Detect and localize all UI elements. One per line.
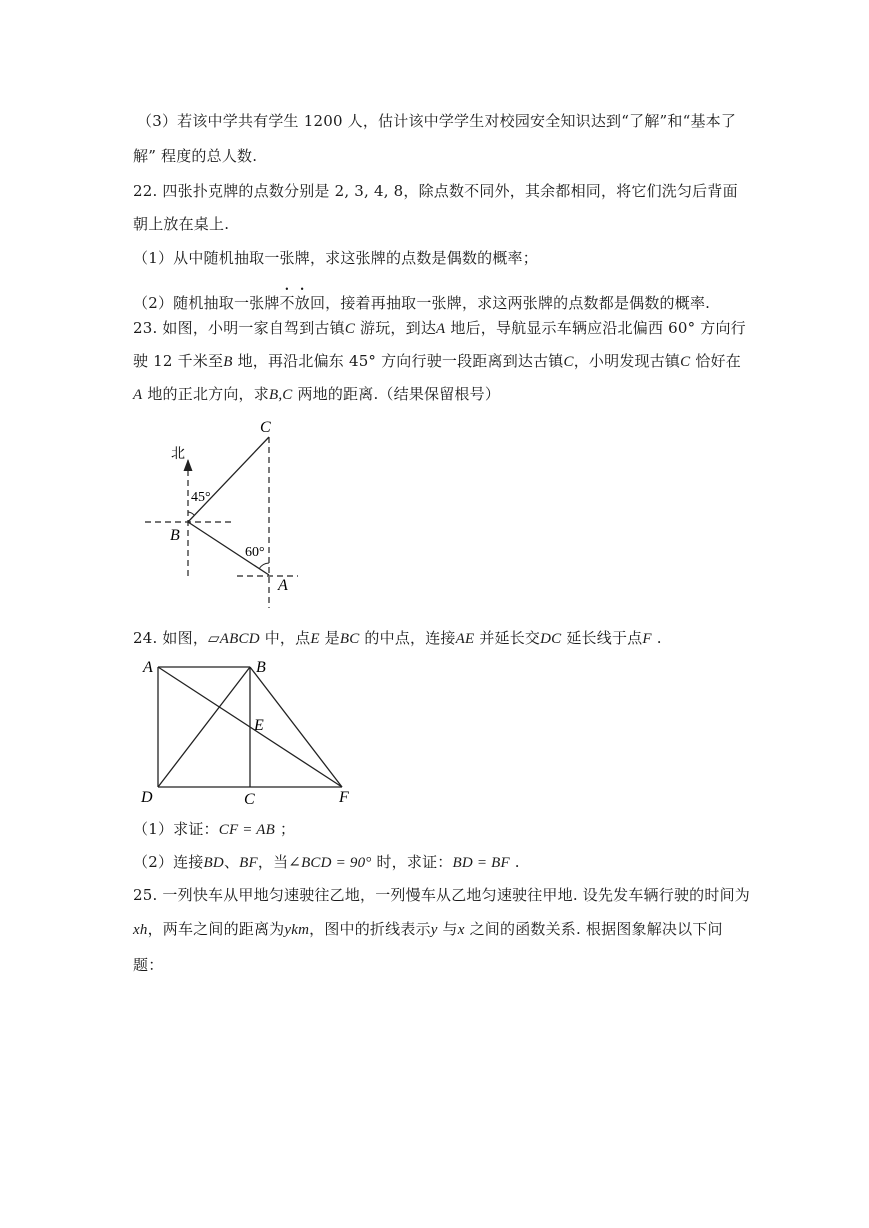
q22-part1: （1）从中随机抽取一张牌，求这张牌的点数是偶数的概率； [133,249,538,267]
point-a-label: A [278,577,288,594]
q22-line1: 22. 四张扑克牌的点数分别是 2, 3, 4, 8，除点数不同外，其余都相同，将它们洗匀后背面 [133,182,738,200]
q23-line2: 驶 12 千米至B 地，再沿北偏东 45° 方向行驶一段距离到达古镇C，小明发现古镇C 恰好在 [133,352,741,370]
q21-part3-line1: （3）若该中学共有学生 1200 人，估计该中学学生对校园安全知识达到“了解”和“基本了 [137,112,737,130]
point-c-label: C [244,791,255,808]
angle-label-45: 45° [191,490,211,505]
north-label: 北 [171,447,185,462]
q24-part2: （2）连接BD、BF，当∠BCD = 90° 时，求证：BD = BF . [133,853,520,871]
point-f-label: F [339,789,349,806]
q22-part2: （2）随机抽取一张牌不放回，接着再抽取一张牌，求这两张牌的点数都是偶数的概率. [133,294,711,312]
point-d-label: D [141,789,153,806]
segment-bd [158,667,250,787]
q22-line2: 朝上放在桌上. [133,215,230,233]
segment-bf [250,667,342,787]
q23-bearing-figure [130,410,310,615]
q25-line3: 题： [133,956,164,974]
q23-line3: A 地的正北方向，求B,C 两地的距离.（结果保留根号） [133,385,501,403]
q25-line1: 25. 一列快车从甲地匀速驶往乙地，一列慢车从乙地匀速驶往甲地. 设先发车辆行驶的时间为 [133,886,750,904]
q21-part3-line2: 解” 程度的总人数. [133,147,258,165]
q24-part1: （1）求证：CF = AB ； [133,820,296,838]
q25-line2: xh，两车之间的距离为ykm，图中的折线表示y 与x 之间的函数关系. 根据图象解决以下问 [133,920,723,938]
angle-label-60: 60° [245,545,265,560]
point-c-label: C [260,419,271,436]
angle-arc-a [259,563,269,569]
point-b-label: B [170,527,180,544]
q24-line1: 24. 如图，▱ABCD 中，点E 是BC 的中点，连接AE 并延长交DC 延长线于点F . [133,629,662,647]
point-b-label: B [256,659,266,676]
segment-bc [188,437,269,522]
angle-arc-b [188,512,195,516]
point-a-label: A [143,659,153,676]
parallelogram-symbol: ▱ [208,629,220,647]
q23-line1: 23. 如图，小明一家自驾到古镇C 游玩，到达A 地后，导航显示车辆应沿北偏西 60° 方向行 [133,319,746,337]
emphasis-text: 不放 [279,294,310,312]
point-e-label: E [254,717,264,734]
q24-parallelogram-figure [135,652,365,810]
